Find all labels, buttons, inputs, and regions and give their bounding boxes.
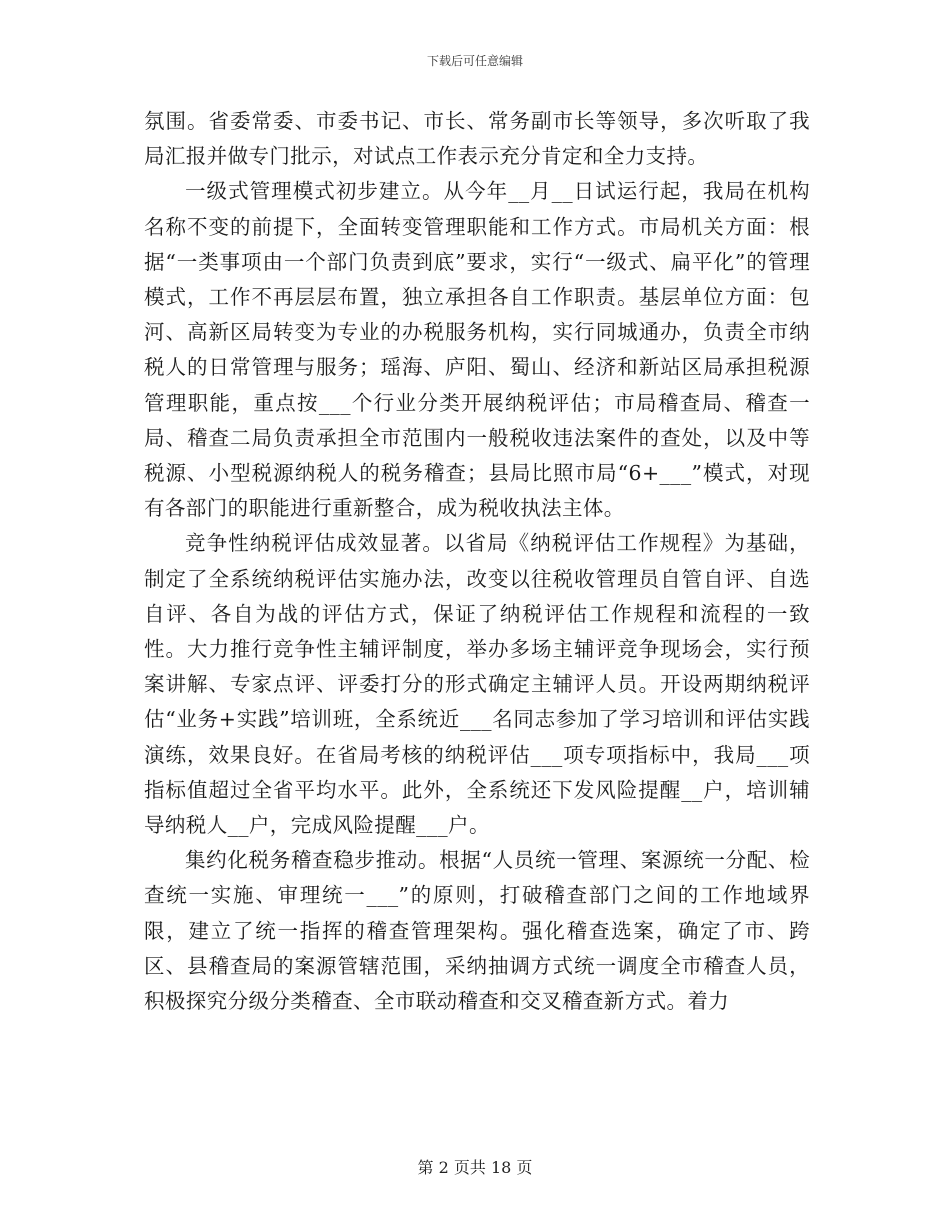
paragraph-1: 氛围。省委常委、市委书记、市长、常务副市长等领导，多次听取了我局汇报并做专门批示，对试点工作表示充分肯定和全力支持。: [144, 109, 810, 169]
document-body: [144, 104, 810, 1019]
page-header: 下载后可任意编辑: [426, 54, 523, 68]
paragraph-4: 集约化税务稽查稳步推动。根据“人员统一管理、案源统一分配、检查统一实施、审理统一___”的原则，打破稽查部门之间的工作地域界限，建立了统一指挥的稽查管理架构。强化稽查选案，确定了市、跨区、县稽查局的案源管辖范围，采纳抽调方式统一调度全市稽查人员，积极探究分级分类稽查、全市联动稽查和交叉稽查新方式。着力: [144, 848, 810, 1014]
paragraph-2: 一级式管理模式初步建立。从今年__月__日试运行起，我局在机构名称不变的前提下，全面转变管理职能和工作方式。市局机关方面：根据“一类事项由一个部门负责到底”要求，实行“一级式、扁平化”的管理模式，工作不再层层布置，独立承担各自工作职责。基层单位方面：包河、高新区局转变为专业的办税服务机构，实行同城通办，负责全市纳税人的日常管理与服务；瑶海、庐阳、蜀山、经济和新站区局承担税源管理职能，重点按___个行业分类开展纳税评估；市局稽查局、稽查一局、稽查二局负责承担全市范围内一般税收违法案件的查处，以及中等税源、小型税源纳税人的税务稽查；县局比照市局“6+___”模式，对现有各部门的职能进行重新整合，成为税收执法主体。: [144, 179, 810, 521]
page-footer: 第 2 页共 18 页: [417, 1158, 533, 1177]
paragraph-3: 竞争性纳税评估成效显著。以省局《纳税评估工作规程》为基础，制定了全系统纳税评估实施办法，改变以往税收管理员自管自评、自选自评、各自为战的评估方式，保证了纳税评估工作规程和流程的一致性。大力推行竞争性主辅评制度，举办多场主辅评竞争现场会，实行预案讲解、专家点评、评委打分的形式确定主辅评人员。开设两期纳税评估“业务+实践”培训班，全系统近___名同志参加了学习培训和评估实践演练，效果良好。在省局考核的纳税评估___项专项指标中，我局___项指标值超过全省平均水平。此外，全系统还下发风险提醒__户，培训辅导纳税人__户，完成风险提醒___户。: [144, 531, 810, 838]
